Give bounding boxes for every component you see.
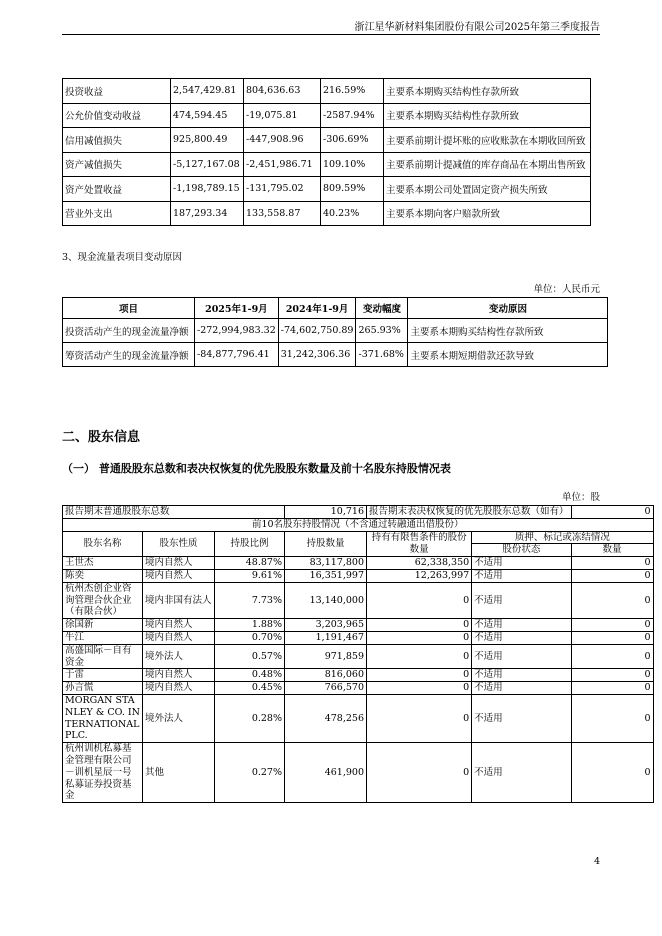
table-cell: 资产处置收益 [63, 177, 171, 202]
table-cell: 境内自然人 [143, 619, 215, 632]
table-cell: 809.59% [321, 177, 384, 202]
table-cell: 0.70% [215, 631, 285, 644]
table-cell: 0 [571, 743, 653, 803]
table-cell: -2587.94% [321, 103, 384, 128]
table-cell: 不适用 [472, 631, 571, 644]
col-header: 2025年1-9月 [195, 298, 279, 319]
table-cell: 3,203,965 [285, 619, 367, 632]
top10-label: 前10名股东持股情况（不含通过转融通出借股份） [63, 518, 654, 531]
shareholder-row [63, 694, 654, 742]
col-header-shares: 持股数量 [285, 531, 367, 557]
table-cell: 境内自然人 [143, 557, 215, 570]
table-cell: 于雷 [63, 669, 143, 682]
table-cell: 孙言慌 [63, 682, 143, 695]
table-cell: 王世杰 [63, 557, 143, 570]
table-cell: 投资收益 [63, 79, 171, 104]
unit-label-rmb: 单位：人民币元 [533, 284, 600, 295]
table-cell: 2,547,429.81 [171, 79, 244, 104]
table-row [63, 343, 608, 367]
table-cell: 461,900 [285, 743, 367, 803]
table-cell: 不适用 [472, 743, 571, 803]
table-cell: 0 [571, 682, 653, 695]
table-cell: 0 [571, 569, 653, 582]
pref-holders-value: 0 [571, 506, 653, 519]
table-cell: -1,198,789.15 [171, 177, 244, 202]
shareholder-row [63, 569, 654, 582]
table-row [63, 319, 608, 343]
table-cell: 1,191,467 [285, 631, 367, 644]
table-cell: 265.93% [356, 319, 408, 343]
table-cell: 不适用 [472, 682, 571, 695]
table-cell: 62,338,350 [367, 557, 472, 570]
table-cell: -19,075.81 [244, 103, 321, 128]
table-cell: 境内自然人 [143, 669, 215, 682]
table-cell: 0 [367, 743, 472, 803]
shareholder-row [63, 743, 654, 803]
table-cell: 主要系本期购买结构性存款所致 [408, 319, 608, 343]
table-cell: 不适用 [472, 557, 571, 570]
table-cell: 109.10% [321, 152, 384, 177]
cashflow-section-label: 3、现金流量表项目变动原因 [62, 252, 183, 263]
table-cell: 陈奕 [63, 569, 143, 582]
table-cell: 12,263,997 [367, 569, 472, 582]
cashflow-change-table [62, 297, 608, 367]
shareholder-table [62, 505, 654, 803]
table-row [63, 152, 591, 177]
table-cell: 筹资活动产生的现金流量净额 [63, 343, 195, 367]
col-header-restricted: 持有有限售条件的股份数量 [367, 531, 472, 557]
table-cell: -447,908.96 [244, 128, 321, 153]
table-cell: 766,570 [285, 682, 367, 695]
table-cell: -74,602,750.89 [278, 319, 356, 343]
table-cell: 徐国新 [63, 619, 143, 632]
table-cell: -131,795.02 [244, 177, 321, 202]
table-cell: 信用减值损失 [63, 128, 171, 153]
table-cell: -84,877,796.41 [195, 343, 279, 367]
table-row [63, 103, 591, 128]
table-cell: 不适用 [472, 669, 571, 682]
table-cell: 资产减值损失 [63, 152, 171, 177]
table-cell: 0 [367, 682, 472, 695]
table-cell: 0 [367, 582, 472, 618]
table-cell: 187,293.34 [171, 201, 244, 226]
table-cell: 营业外支出 [63, 201, 171, 226]
col-header: 变动幅度 [356, 298, 408, 319]
col-header-pledge: 质押、标记或冻结情况 [472, 531, 653, 544]
table-cell: -2,451,986.71 [244, 152, 321, 177]
shareholder-row [63, 682, 654, 695]
table-cell: 0.48% [215, 669, 285, 682]
table-cell: 主要系本期公司处置固定资产损失所致 [384, 177, 591, 202]
table-cell: 133,558.87 [244, 201, 321, 226]
table-cell: 0 [367, 694, 472, 742]
table-cell: 16,351,997 [285, 569, 367, 582]
table-cell: 主要系前期计提减值的库存商品在本期出售所致 [384, 152, 591, 177]
table-row [63, 79, 591, 104]
table-cell: 牛江 [63, 631, 143, 644]
table-cell: 0.28% [215, 694, 285, 742]
profit-change-table [62, 78, 591, 226]
table-cell: 925,800.49 [171, 128, 244, 153]
col-header-ratio: 持股比例 [215, 531, 285, 557]
table-cell: 0 [571, 631, 653, 644]
table-cell: 主要系本期向客户赔款所致 [384, 201, 591, 226]
table-cell: 0 [367, 644, 472, 669]
table-cell: 境外法人 [143, 694, 215, 742]
table-cell: 0 [367, 619, 472, 632]
table-row [63, 128, 591, 153]
header-divider [62, 34, 600, 35]
table-cell: 83,117,800 [285, 557, 367, 570]
table-cell: 公允价值变动收益 [63, 103, 171, 128]
table-cell: 不适用 [472, 619, 571, 632]
col-header-nature: 股东性质 [143, 531, 215, 557]
table-cell: 216.59% [321, 79, 384, 104]
table-cell: 13,140,000 [285, 582, 367, 618]
table-cell: MORGAN STANLEY & CO. INTERNATIONAL PLC. [63, 694, 143, 742]
table-cell: 境内自然人 [143, 682, 215, 695]
table-cell: 474,594.45 [171, 103, 244, 128]
table-cell: 48.87% [215, 557, 285, 570]
table-cell: -272,994,983.32 [195, 319, 279, 343]
col-header-name: 股东名称 [63, 531, 143, 557]
table-cell: 0.45% [215, 682, 285, 695]
table-cell: 主要系本期购买结构性存款所致 [384, 103, 591, 128]
table-cell: 杭州杰创企业咨询管理合伙企业（有限合伙） [63, 582, 143, 618]
table-cell: 0 [571, 557, 653, 570]
table-cell: 0.57% [215, 644, 285, 669]
table-cell: 境内非国有法人 [143, 582, 215, 618]
table-cell: -306.69% [321, 128, 384, 153]
shareholder-row [63, 557, 654, 570]
table-cell: 0 [571, 669, 653, 682]
table-cell: 816,060 [285, 669, 367, 682]
col-header-status: 股份状态 [472, 544, 571, 557]
table-cell: 0 [571, 694, 653, 742]
table-cell: 804,636.63 [244, 79, 321, 104]
table-cell: -5,127,167.08 [171, 152, 244, 177]
section-title: 二、股东信息 [62, 430, 141, 445]
table-cell: 9.61% [215, 569, 285, 582]
table-cell: 971,859 [285, 644, 367, 669]
table-cell: 1.88% [215, 619, 285, 632]
table-cell: 0.27% [215, 743, 285, 803]
table-cell: 主要系本期短期借款还款导致 [408, 343, 608, 367]
subsection-title: （一） 普通股股东总数和表决权恢复的优先股股东数量及前十名股东持股情况表 [62, 462, 451, 475]
table-cell: 杭州训机私募基金管理有限公司－训机星辰一号私募证券投资基金 [63, 743, 143, 803]
total-holders-value: 10,716 [285, 506, 367, 519]
shareholder-row [63, 644, 654, 669]
col-header: 项目 [63, 298, 195, 319]
table-cell: 投资活动产生的现金流量净额 [63, 319, 195, 343]
table-cell: 主要系本期购买结构性存款所致 [384, 79, 591, 104]
shareholder-row [63, 582, 654, 618]
shareholder-row [63, 631, 654, 644]
table-cell: 不适用 [472, 694, 571, 742]
table-cell: 境内自然人 [143, 631, 215, 644]
table-cell: 不适用 [472, 569, 571, 582]
col-header: 2024年1-9月 [278, 298, 356, 319]
table-cell: 境外法人 [143, 644, 215, 669]
table-cell: 0 [571, 619, 653, 632]
col-header-qty: 数量 [571, 544, 653, 557]
table-cell: 高盛国际－自有资金 [63, 644, 143, 669]
table-cell: 不适用 [472, 644, 571, 669]
unit-label-shares: 单位：股 [561, 492, 600, 503]
table-cell: 境内自然人 [143, 569, 215, 582]
shareholder-row [63, 619, 654, 632]
table-cell: 478,256 [285, 694, 367, 742]
table-cell: 其他 [143, 743, 215, 803]
total-holders-label: 报告期末普通股股东总数 [63, 506, 285, 519]
table-row [63, 201, 591, 226]
table-cell: 主要系前期计提坏账的应收账款在本期收回所致 [384, 128, 591, 153]
page-number: 4 [593, 856, 600, 867]
table-cell: 40.23% [321, 201, 384, 226]
shareholder-row [63, 669, 654, 682]
pref-holders-label: 报告期末表决权恢复的优先股股东总数（如有） [367, 506, 572, 519]
table-row [63, 177, 591, 202]
table-cell: -371.68% [356, 343, 408, 367]
col-header: 变动原因 [408, 298, 608, 319]
table-cell: 0 [571, 644, 653, 669]
table-cell: 不适用 [472, 582, 571, 618]
table-cell: 0 [367, 631, 472, 644]
table-cell: 0 [367, 669, 472, 682]
table-cell: 7.73% [215, 582, 285, 618]
table-cell: 31,242,306.36 [278, 343, 356, 367]
table-cell: 0 [571, 582, 653, 618]
report-header: 浙江星华新材料集团股份有限公司2025年第三季度报告 [354, 22, 600, 33]
